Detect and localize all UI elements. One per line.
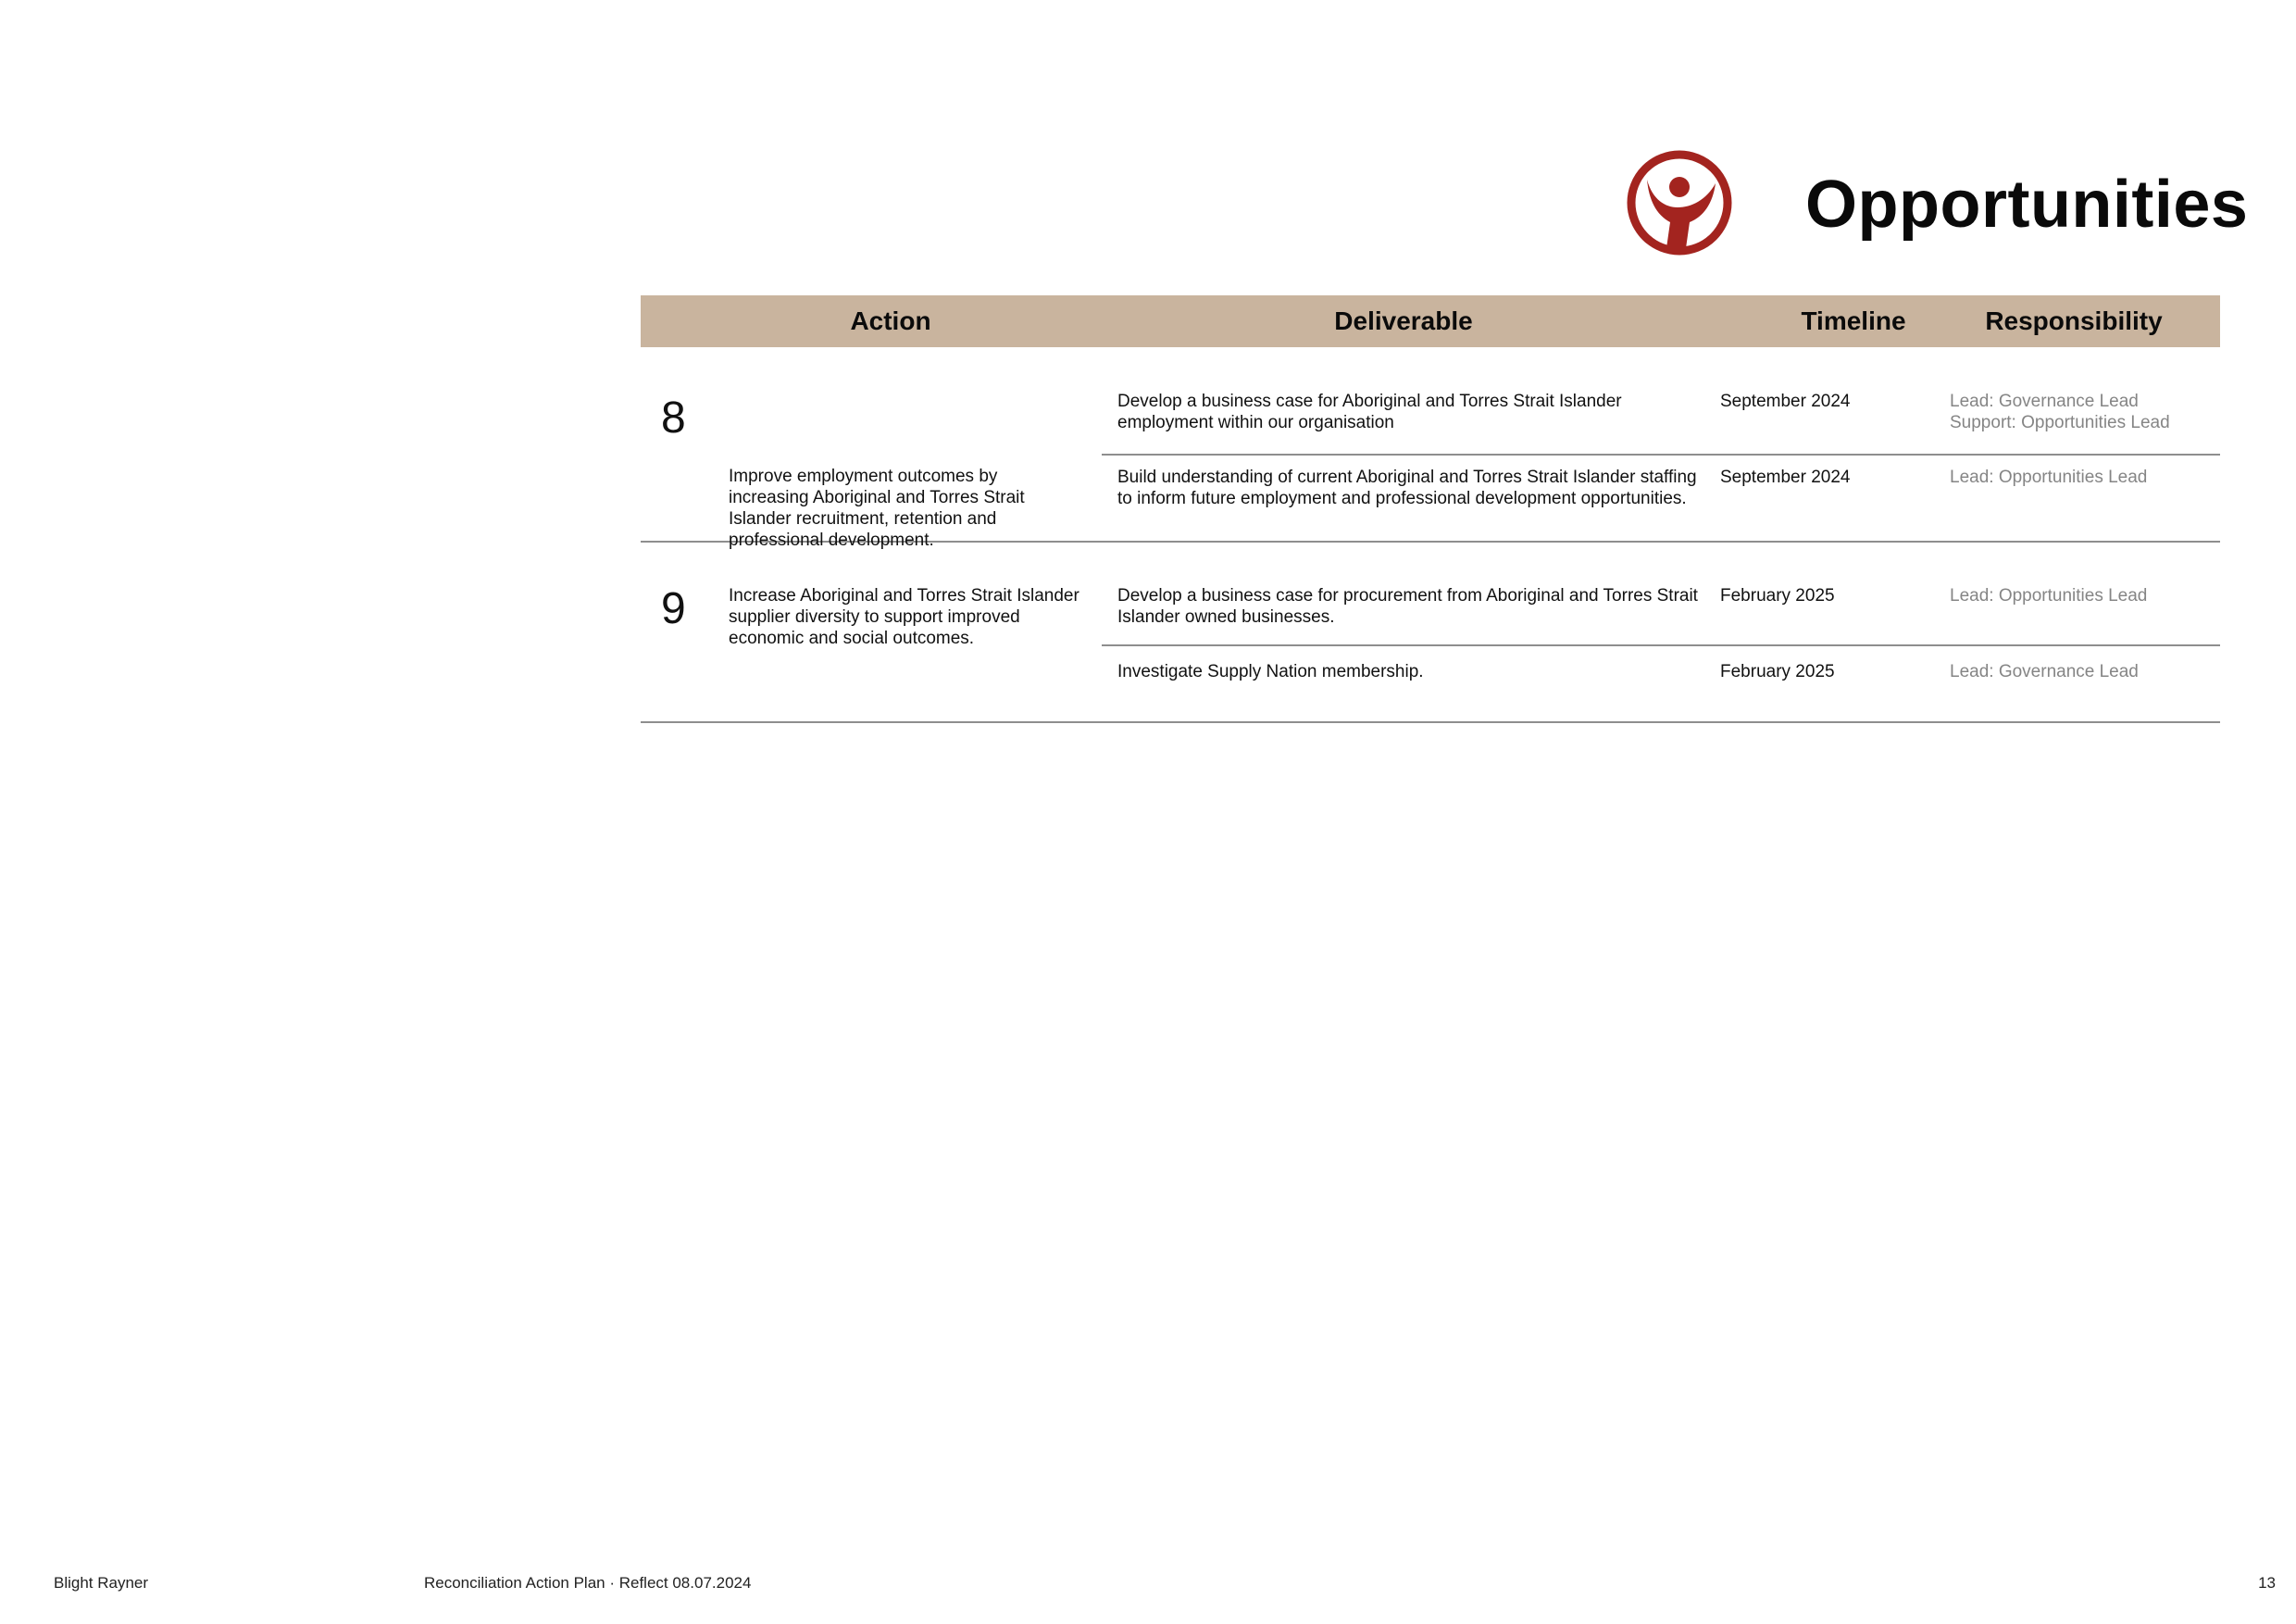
- action-row-8: [641, 347, 2220, 550]
- action-number: 8: [661, 394, 686, 443]
- footer-document-title: Reconciliation Action Plan · Reflect 08.07.2024: [424, 1574, 752, 1592]
- column-header-action: Action: [850, 306, 931, 335]
- responsibility-support: Support: Opportunities Lead: [1950, 413, 2170, 432]
- timeline-value: September 2024: [1720, 392, 1851, 411]
- deliverable-text: Build understanding of current Aboriginal and Torres Strait Islander staffing to inform future employment and professional development opportunities.: [1117, 468, 1697, 508]
- page-title: Opportunities: [1805, 168, 2249, 242]
- deliverable-text: Investigate Supply Nation membership.: [1117, 662, 1424, 681]
- responsibility-lead: Lead: Governance Lead: [1950, 392, 2139, 411]
- timeline-value: September 2024: [1720, 468, 1851, 487]
- responsibility-value: [1950, 467, 2220, 488]
- column-header-deliverable: Deliverable: [1334, 306, 1473, 335]
- responsibility-value: [1950, 661, 2220, 682]
- reconciliation-figure-icon: [1625, 148, 1734, 257]
- deliverable-text: Develop a business case for Aboriginal and Torres Strait Islander employment within our organisation: [1117, 392, 1622, 432]
- column-header-timeline: Timeline: [1801, 306, 1906, 335]
- responsibility-value: [1950, 585, 2220, 606]
- deliverable-text: Develop a business case for procurement from Aboriginal and Torres Strait Islander owned businesses.: [1117, 586, 1698, 627]
- page-number: 13: [2258, 1574, 2276, 1592]
- action-description: Improve employment outcomes by increasing Aboriginal and Torres Strait Islander recruitment, retention and professional development.: [729, 467, 1025, 550]
- column-header-responsibility: Responsibility: [1985, 306, 2163, 335]
- responsibility-value: [1950, 391, 2220, 433]
- timeline-value: February 2025: [1720, 586, 1835, 606]
- action-description: Increase Aboriginal and Torres Strait Islander supplier diversity to support improved economic and social outcomes.: [729, 586, 1079, 648]
- rap-action-table: [641, 295, 2220, 723]
- deliverable-row: [1102, 661, 2220, 717]
- deliverable-row: [1102, 585, 2220, 646]
- responsibility-lead: Lead: Opportunities Lead: [1950, 468, 2148, 487]
- responsibility-lead: Lead: Governance Lead: [1950, 662, 2139, 681]
- responsibility-lead: Lead: Opportunities Lead: [1950, 586, 2148, 606]
- action-number: 9: [661, 584, 686, 633]
- footer-company: Blight Rayner: [54, 1574, 149, 1592]
- deliverable-row: [1102, 391, 2220, 456]
- table-header: [641, 295, 2220, 347]
- timeline-value: February 2025: [1720, 662, 1835, 681]
- action-row-9: [641, 543, 2220, 723]
- deliverable-row: [1102, 467, 2220, 539]
